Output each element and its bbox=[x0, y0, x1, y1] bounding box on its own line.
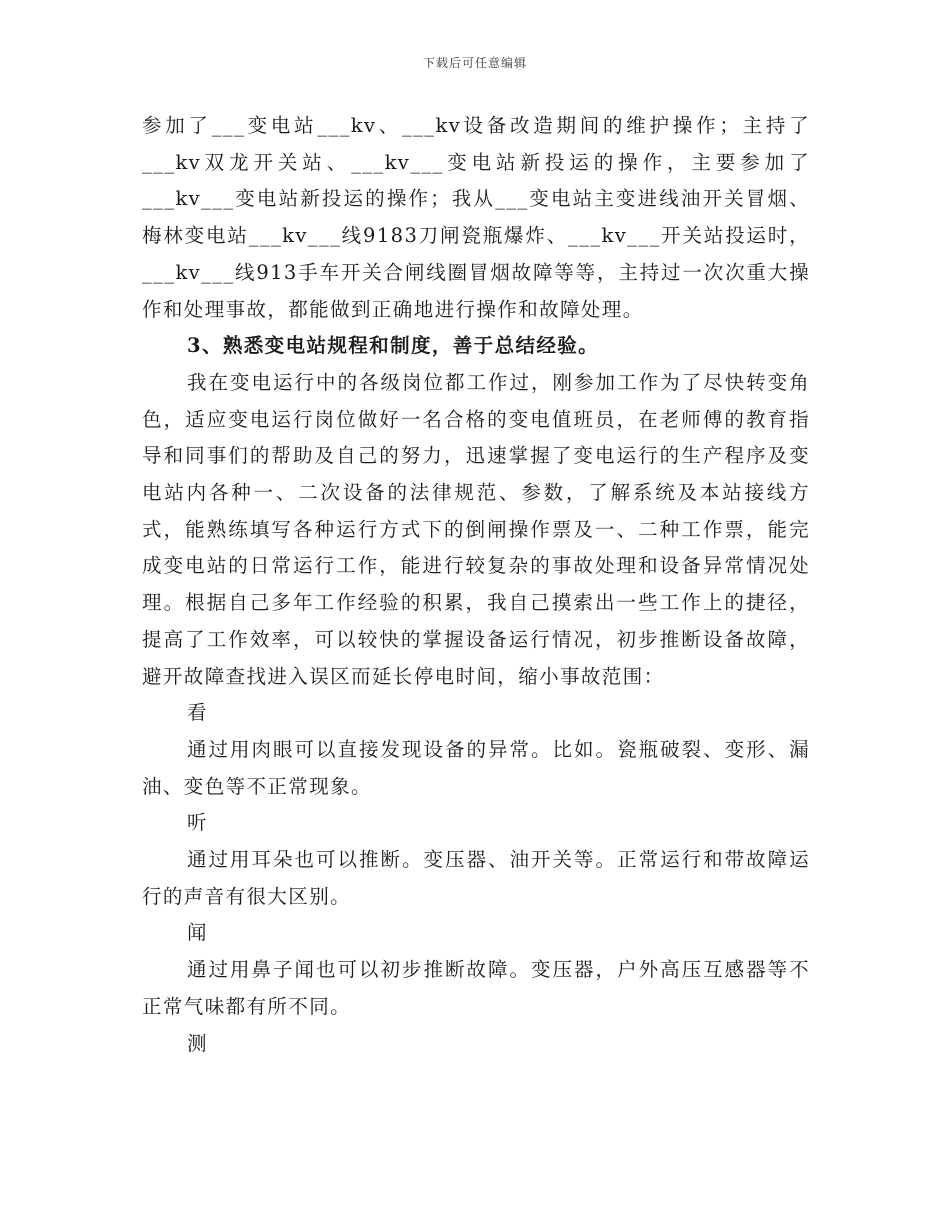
document-body bbox=[142, 108, 810, 1062]
page-header: 下载后可任意编辑 bbox=[422, 56, 527, 70]
method-label-smell: 闻 bbox=[187, 921, 208, 945]
method-label-measure: 测 bbox=[187, 1031, 208, 1055]
paragraph-operations-record: 参加了___变电站___kv、___kv设备改造期间的维护操作；主持了___kv双龙开关站、___kv___变电站新投运的操作，主要参加了___kv___变电站新投运的操作；我从___变电站主变进线油开关冒烟、梅林变电站___kv___线9183刀闸瓷瓶爆炸、___kv___开关站投运时，___kv___线913手车开关合闸线圈冒烟故障等等，主持过一次次重大操作和处理事故，都能做到正确地进行操作和故障处理。 bbox=[142, 114, 810, 321]
method-label-listen: 听 bbox=[187, 811, 208, 835]
method-desc-look: 通过用肉眼可以直接发现设备的异常。比如。瓷瓶破裂、变形、漏油、变色等不正常现象。 bbox=[142, 737, 810, 798]
paragraph-experience-summary: 我在变电运行中的各级岗位都工作过，刚参加工作为了尽快转变角色，适应变电运行岗位做好一名合格的变电值班员，在老师傅的教育指导和同事们的帮助及自己的努力，迅速掌握了变电运行的生产程序及变电站内各种一、二次设备的法律规范、参数，了解系统及本站接线方式，能熟练填写各种运行方式下的倒闸操作票及一、二种工作票，能完成变电站的日常运行工作，能进行较复杂的事故处理和设备异常情况处理。根据自己多年工作经验的积累，我自己摸索出一些工作上的捷径，提高了工作效率，可以较快的掌握设备运行情况，初步推断设备故障，避开故障查找进入误区而延长停电时间，缩小事故范围： bbox=[142, 370, 810, 688]
method-label-look: 看 bbox=[187, 701, 208, 725]
method-desc-smell: 通过用鼻子闻也可以初步推断故障。变压器，户外高压互感器等不正常气味都有所不同。 bbox=[142, 958, 810, 1018]
section-heading-3: 3、熟悉变电站规程和制度，善于总结经验。 bbox=[187, 334, 600, 358]
method-desc-listen: 通过用耳朵也可以推断。变压器、油开关等。正常运行和带故障运行的声音有很大区别。 bbox=[142, 848, 810, 908]
